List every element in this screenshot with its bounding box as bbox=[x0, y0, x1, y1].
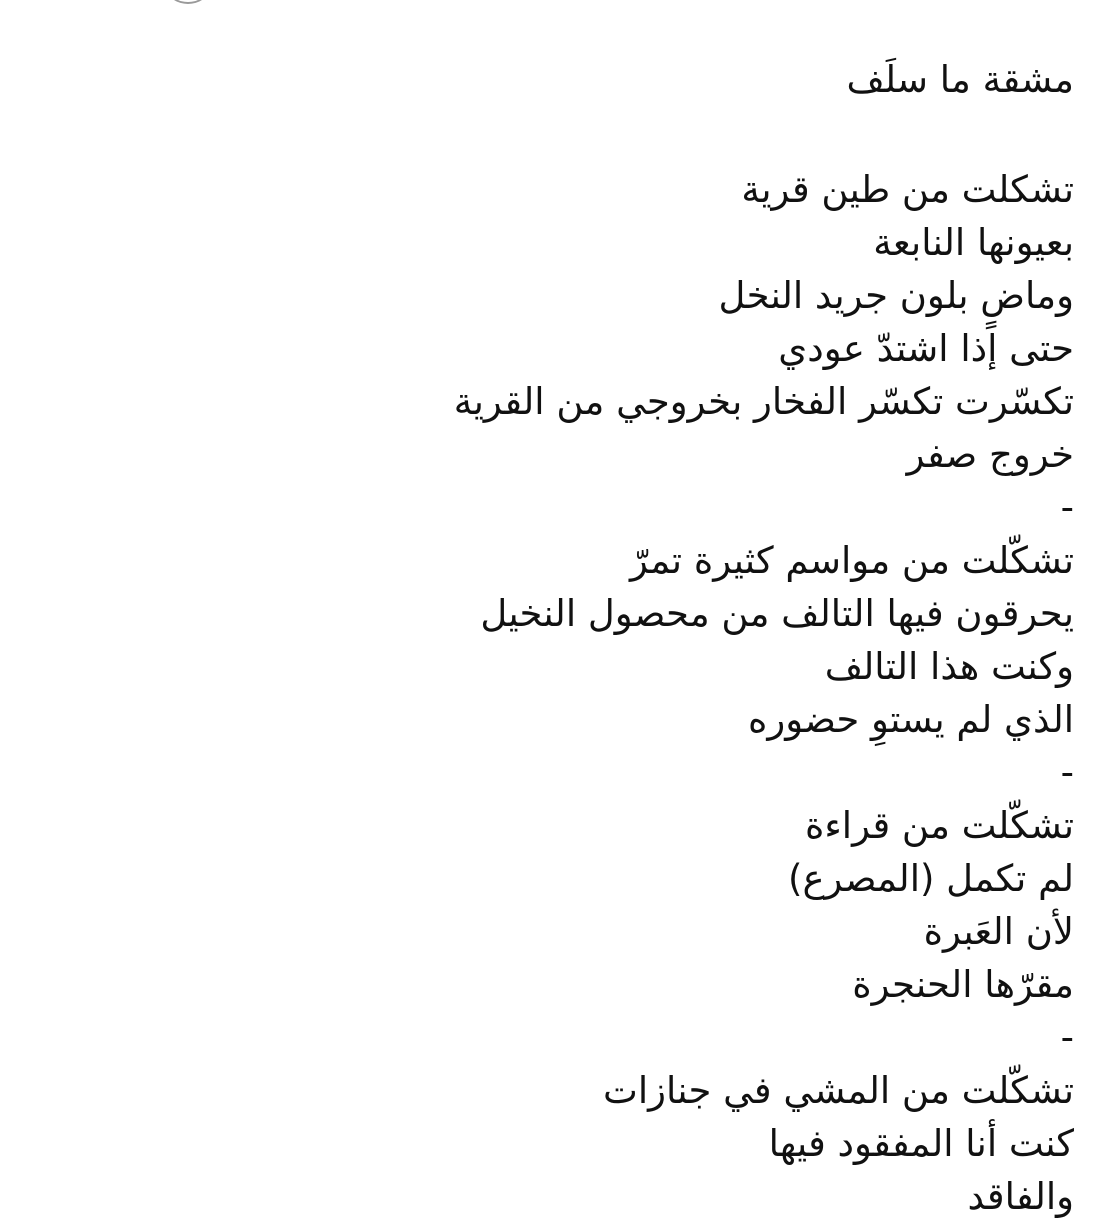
avatar[interactable] bbox=[168, 0, 208, 4]
poem-line: تشكلت من طين قرية bbox=[741, 168, 1074, 211]
poem-line: لأن العَبرة bbox=[923, 910, 1074, 953]
poem-body bbox=[34, 48, 1074, 1223]
poem-line: مقرّها الحنجرة bbox=[852, 963, 1074, 1006]
poem-line: لم تكمل (المصرع) bbox=[788, 857, 1074, 900]
stanza-separator: - bbox=[1060, 751, 1074, 794]
poem-line: يحرقون فيها التالف من محصول النخيل bbox=[480, 592, 1074, 635]
stanza-separator: - bbox=[1060, 486, 1074, 529]
poem-line: وماضٍ بلون جريد النخل bbox=[718, 274, 1074, 317]
title-spacer bbox=[34, 112, 1074, 163]
poem-line: الذي لم يستوِ حضوره bbox=[747, 698, 1074, 741]
poem-line: وكنت هذا التالف bbox=[824, 645, 1074, 688]
poem-line: تشكّلت من مواسم كثيرة تمرّ bbox=[629, 539, 1074, 582]
poem-line: تشكّلت من قراءة bbox=[805, 804, 1074, 847]
poem-title: مشقة ما سلَف bbox=[846, 58, 1074, 101]
poem-line: خروج صفر bbox=[906, 433, 1074, 476]
poem-line: والفاقد bbox=[967, 1175, 1074, 1218]
poem-line: حتى إذا اشتدّ عودي bbox=[778, 327, 1074, 370]
stanza-separator: - bbox=[1060, 1016, 1074, 1059]
poem-line: تشكّلت من المشي في جنازات bbox=[603, 1069, 1074, 1112]
poem-line: تكسّرت تكسّر الفخار بخروجي من القرية bbox=[453, 380, 1074, 423]
poem-line: كنت أنا المفقود فيها bbox=[768, 1122, 1074, 1165]
poem-line: بعيونها النابعة bbox=[873, 221, 1074, 264]
